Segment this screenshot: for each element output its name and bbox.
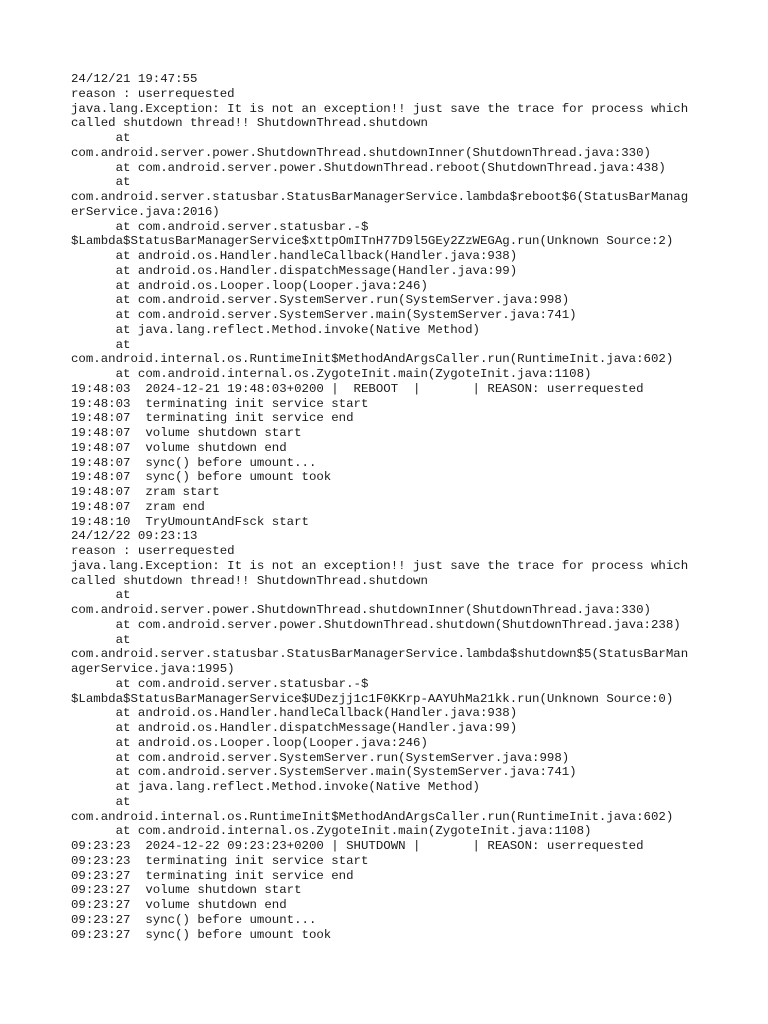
log-line: $Lambda$StatusBarManagerService$UDezjj1c1F0KKrp-AAYUhMa21kk.run(Unknown Source:0) <box>71 691 674 706</box>
log-line: com.android.server.statusbar.StatusBarManagerService.lambda$shutdown$5(StatusBarMan <box>71 647 689 662</box>
log-line: 19:48:07 volume shutdown start <box>71 426 302 440</box>
log-line: com.android.server.power.ShutdownThread.shutdownInner(ShutdownThread.java:330) <box>71 603 651 617</box>
log-line: 24/12/21 19:47:55 <box>71 72 198 86</box>
log-line: com.android.server.statusbar.StatusBarManagerService.lambda$reboot$6(StatusBarManag <box>71 190 689 204</box>
log-line: com.android.server.power.ShutdownThread.shutdownInner(ShutdownThread.java:330) <box>71 145 651 160</box>
log-line: 19:48:07 sync() before umount took <box>71 470 332 485</box>
log-line: at com.android.server.SystemServer.main(SystemServer.java:741) <box>71 765 577 780</box>
log-line: 19:48:03 2024-12-21 19:48:03+0200 | REBOOT | | REASON: userrequested <box>71 381 644 396</box>
log-line: at com.android.server.statusbar.-$ <box>71 219 369 234</box>
log-line: erService.java:2016) <box>71 204 220 219</box>
log-line: at com.android.server.statusbar.-$ <box>71 676 369 691</box>
log-line: at <box>71 588 131 603</box>
log-line: at com.android.server.SystemServer.run(SystemServer.java:998) <box>71 750 570 765</box>
log-line: $Lambda$StatusBarManagerService$xttpOmITnH77D9l5GEy2ZzWEGAg.run(Unknown Source:2) <box>71 234 674 249</box>
log-line: agerService.java:1995) <box>71 662 235 676</box>
log-line: 09:23:27 sync() before umount... <box>71 912 317 927</box>
log-line: 09:23:23 terminating init service start <box>71 853 369 868</box>
log-line: 19:48:10 TryUmountAndFsck start <box>71 514 309 529</box>
log-line: reason : userrequested <box>71 544 235 558</box>
log-line: 09:23:27 volume shutdown end <box>71 898 287 912</box>
log-line: 19:48:07 zram start <box>71 485 220 499</box>
log-line: com.android.internal.os.RuntimeInit$MethodAndArgsCaller.run(RuntimeInit.java:602) <box>71 809 674 824</box>
log-line: at com.android.server.power.ShutdownThread.shutdown(ShutdownThread.java:238) <box>71 617 681 632</box>
log-line: at android.os.Handler.handleCallback(Handler.java:938) <box>71 706 518 721</box>
log-line: java.lang.Exception: It is not an exception!! just save the trace for process which <box>71 558 689 573</box>
log-line: called shutdown thread!! ShutdownThread.shutdown <box>71 116 428 131</box>
log-line: at <box>71 794 131 809</box>
log-line: 19:48:03 terminating init service start <box>71 396 369 411</box>
log-line: at <box>71 175 131 190</box>
log-line: 09:23:27 sync() before umount took <box>71 927 332 942</box>
log-line: 19:48:07 terminating init service end <box>71 411 354 426</box>
log-line: 09:23:27 volume shutdown start <box>71 883 302 898</box>
log-line: 19:48:07 volume shutdown end <box>71 440 287 455</box>
log-line: at java.lang.reflect.Method.invoke(Native Method) <box>71 322 480 337</box>
log-line: at <box>71 632 131 647</box>
log-line: 24/12/22 09:23:13 <box>71 529 198 544</box>
log-line: at android.os.Handler.dispatchMessage(Handler.java:99) <box>71 721 518 735</box>
log-line: 09:23:27 terminating init service end <box>71 868 354 883</box>
log-line: at android.os.Looper.loop(Looper.java:246) <box>71 278 428 293</box>
log-line: at com.android.internal.os.ZygoteInit.main(ZygoteInit.java:1108) <box>71 367 592 381</box>
log-line: at com.android.server.power.ShutdownThread.reboot(ShutdownThread.java:438) <box>71 160 666 175</box>
log-line: at com.android.server.SystemServer.run(SystemServer.java:998) <box>71 293 570 308</box>
log-line: com.android.internal.os.RuntimeInit$MethodAndArgsCaller.run(RuntimeInit.java:602) <box>71 352 674 367</box>
log-document <box>71 72 711 942</box>
log-line: at android.os.Handler.handleCallback(Handler.java:938) <box>71 249 518 263</box>
log-line: java.lang.Exception: It is not an exception!! just save the trace for process which <box>71 101 689 116</box>
log-line: at <box>71 131 131 145</box>
log-line: 09:23:23 2024-12-22 09:23:23+0200 | SHUTDOWN | | REASON: userrequested <box>71 839 644 853</box>
log-line: at android.os.Handler.dispatchMessage(Handler.java:99) <box>71 263 518 278</box>
log-line: called shutdown thread!! ShutdownThread.shutdown <box>71 573 428 588</box>
log-line: at <box>71 337 131 352</box>
log-line: at com.android.server.SystemServer.main(SystemServer.java:741) <box>71 308 577 322</box>
log-line: 19:48:07 sync() before umount... <box>71 455 317 470</box>
log-line: at java.lang.reflect.Method.invoke(Native Method) <box>71 780 480 794</box>
log-line: 19:48:07 zram end <box>71 499 205 514</box>
log-line: reason : userrequested <box>71 86 235 101</box>
log-line: at com.android.internal.os.ZygoteInit.main(ZygoteInit.java:1108) <box>71 824 592 839</box>
log-line: at android.os.Looper.loop(Looper.java:246) <box>71 735 428 750</box>
